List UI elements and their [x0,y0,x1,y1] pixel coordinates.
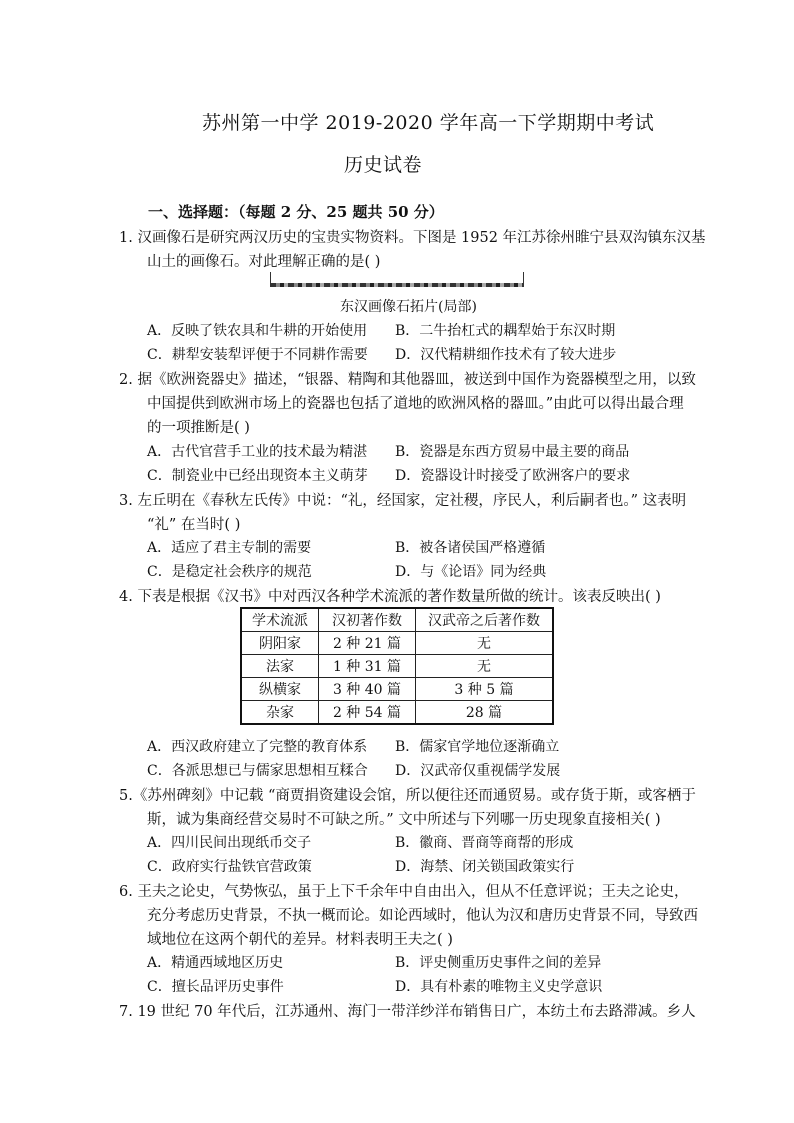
q5-line2: 斯，诚为集商经营交易时不可缺之所。” 文中所述与下列哪一历史现象直接相关( ) [147,812,661,828]
q7-line1: 7. 19 世纪 70 年代后，江苏通州、海门一带洋纱洋布销售日广，本纺土布去路滞减。乡人 [119,1004,696,1020]
q1-option-a: A．反映了铁农具和牛耕的开始使用 [147,323,368,339]
q1-line2: 山土的画像石。对此理解正确的是( ) [147,254,381,270]
table-cell: 杂家 [241,701,319,725]
q2-line1: 2. 据《欧洲瓷器史》描述，“银器、精陶和其他器皿，被送到中国作为瓷器模型之用，以致 [119,372,696,388]
table-header-cell: 汉武帝之后著作数 [416,608,554,632]
q6-option-d: D．具有朴素的唯物主义史学意识 [395,979,603,995]
q1-option-d: D．汉代精耕细作技术有了较大进步 [395,347,617,363]
q6-option-c: C．擅长品评历史事件 [147,979,284,995]
q3-option-d: D．与《论语》同为经典 [395,564,547,580]
q2-option-b: B．瓷器是东西方贸易中最主要的商品 [395,444,630,460]
q2-option-d: D．瓷器设计时接受了欧洲客户的要求 [395,468,631,484]
table-row [241,632,553,655]
q2-option-c: C．制瓷业中已经出现资本主义萌芽 [147,468,368,484]
page-subtitle: 历史试卷 [344,154,423,176]
table-cell: 2 种 21 篇 [319,632,416,655]
q2-line2: 中国提供到欧洲市场上的瓷器也包括了道地的欧洲风格的器皿。”由此可以得出最合理 [147,396,684,412]
q6-line3: 域地位在这两个朝代的差异。材料表明王夫之( ) [147,932,453,948]
q4-table [240,607,554,725]
table-cell: 1 种 31 篇 [319,655,416,678]
q4-line1: 4. 下表是根据《汉书》中对西汉各种学术流派的著作数量所做的统计。该表反映出( ) [119,589,661,605]
q3-option-c: C．是稳定社会秩序的规范 [147,564,312,580]
q6-option-b: B．评史侧重历史事件之间的差异 [395,955,602,971]
section-heading: 一、选择题：（每题 2 分、25 题共 50 分） [148,203,444,221]
table-row [241,678,553,701]
q5-line1: 5.《苏州碑刻》中记载 “商贾捐资建设会馆，所以便往还而通贸易。或存货于斯，或客栖于 [119,788,696,804]
table-cell: 无 [416,655,554,678]
table-cell: 28 篇 [416,701,554,725]
table-cell: 3 种 40 篇 [319,678,416,701]
table-header-cell: 汉初著作数 [319,608,416,632]
q5-option-d: D．海禁、闭关锁国政策实行 [395,859,575,875]
q2-option-a: A．古代官营手工业的技术最为精湛 [147,444,368,460]
q4-option-b: B．儒家官学地位逐渐确立 [395,739,560,755]
q4-option-d: D．汉武帝仅重视儒学发展 [395,763,561,779]
table-cell: 法家 [241,655,319,678]
table-cell: 2 种 54 篇 [319,701,416,725]
q5-option-a: A．四川民间出现纸币交子 [147,835,312,851]
q1-option-c: C．耕犁安装犁评便于不同耕作需要 [147,347,368,363]
q3-option-b: B．被各诸侯国严格遵循 [395,540,546,556]
q2-line3: 的一项推断是( ) [147,420,250,436]
q6-line2: 充分考虑历史背景，不执一概而论。如论西域时，他认为汉和唐历史背景不同，导致西 [147,908,698,924]
table-row [241,655,553,678]
q5-option-c: C．政府实行盐铁官营政策 [147,859,312,875]
table-cell: 无 [416,632,554,655]
table-cell: 阴阳家 [241,632,319,655]
q6-line1: 6. 王夫之论史，气势恢弘，虽于上下千余年中自由出入，但从不任意评说；王夫之论史， [119,884,689,900]
q1-caption: 东汉画像石拓片(局部) [340,299,477,315]
q1-line1: 1. 汉画像石是研究两汉历史的宝贵实物资料。下图是 1952 年江苏徐州睢宁县双沟镇东汉基 [119,230,706,246]
table-cell: 3 种 5 篇 [416,678,554,701]
table-cell: 纵横家 [241,678,319,701]
q4-option-c: C．各派思想已与儒家思想相互糅合 [147,763,368,779]
table-row [241,701,553,725]
q3-option-a: A．适应了君主专制的需要 [147,540,312,556]
q6-option-a: A．精通西域地区历史 [147,955,284,971]
table-header-row [241,608,553,632]
q5-option-b: B．徽商、晋商等商帮的形成 [395,835,574,851]
q3-line1: 3. 左丘明在《春秋左氏传》中说：“礼，经国家，定社稷，序民人，利后嗣者也。” 这表明 [119,493,687,509]
rubbing-image [270,283,524,287]
page-title: 苏州第一中学 2019-2020 学年高一下学期期中考试 [202,112,655,134]
q3-line2: “礼” 在当时( ) [147,517,241,533]
q4-option-a: A．西汉政府建立了完整的教育体系 [147,739,368,755]
table-header-cell: 学术流派 [241,608,319,632]
q1-option-b: B．二牛抬杠式的耦犁始于东汉时期 [395,323,616,339]
